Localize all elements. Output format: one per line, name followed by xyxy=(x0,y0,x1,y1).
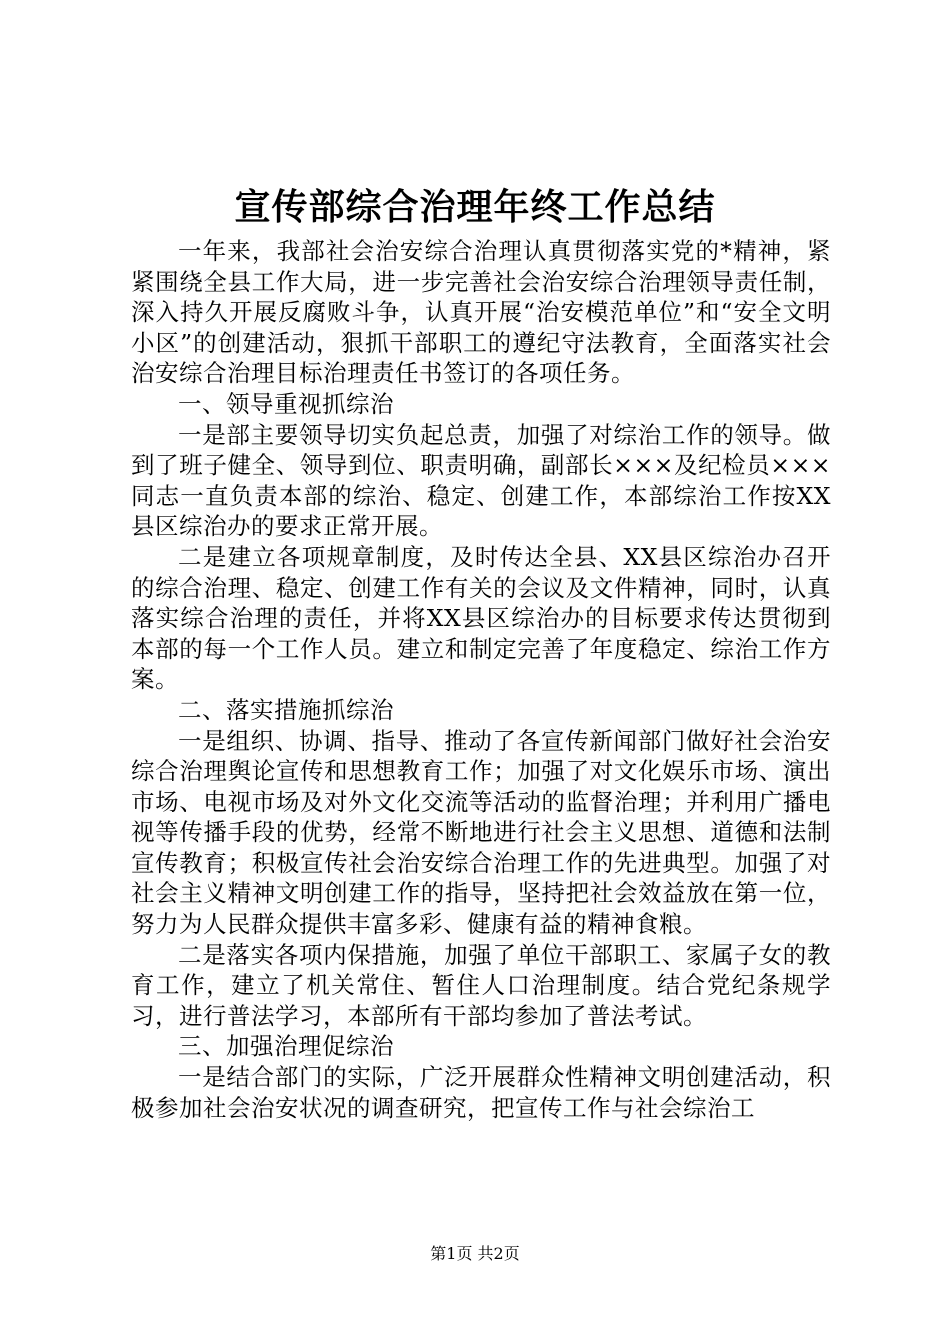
section-2-paragraph-2: 二是落实各项内保措施，加强了单位干部职工、家属子女的教育工作，建立了机关常住、暂住人口治理制度。结合党纪条规学习，进行普法学习，本部所有干部均参加了普法考试。 xyxy=(131,940,831,1030)
section-heading-1: 一、领导重视抓综治 xyxy=(178,389,394,418)
section-heading-2: 二、落实措施抓综治 xyxy=(178,695,394,724)
intro-paragraph: 一年来，我部社会治安综合治理认真贯彻落实党的*精神，紧紧围绕全县工作大局，进一步完善社会治安综合治理领导责任制，深入持久开展反腐败斗争，认真开展“治安模范单位”和“安全文明小区”的创建活动，狠抓干部职工的遵纪守法教育，全面落实社会治安综合治理目标治理责任书签订的各项任务。 xyxy=(131,237,831,388)
document-title: 宣传部综合治理年终工作总结 xyxy=(234,187,716,228)
page-footer: 第1页 共2页 xyxy=(430,1244,520,1263)
section-1-paragraph-1: 一是部主要领导切实负起总责，加强了对综治工作的领导。做到了班子健全、领导到位、职责明确，副部长×××及纪检员×××同志一直负责本部的综治、稳定、创建工作，本部综治工作按XX县区综治办的要求正常开展。 xyxy=(131,420,831,541)
section-1-paragraph-2: 二是建立各项规章制度，及时传达全县、XX县区综治办召开的综合治理、稳定、创建工作有关的会议及文件精神，同时，认真落实综合治理的责任，并将XX县区综治办的目标要求传达贯彻到本部的每一个工作人员。建立和制定完善了年度稳定、综治工作方案。 xyxy=(131,542,831,694)
document-body xyxy=(131,236,831,1123)
section-2-paragraph-1: 一是组织、协调、指导、推动了各宣传新闻部门做好社会治安综合治理舆论宣传和思想教育工作；加强了对文化娱乐市场、演出市场、电视市场及对外文化交流等活动的监督治理；并利用广播电视等传播手段的优势，经常不断地进行社会主义思想、道德和法制宣传教育；积极宣传社会治安综合治理工作的先进典型。加强了对社会主义精神文明创建工作的指导，坚持把社会效益放在第一位，努力为人民群众提供丰富多彩、健康有益的精神食粮。 xyxy=(131,726,831,939)
section-heading-3: 三、加强治理促综治 xyxy=(178,1032,394,1061)
section-3-paragraph-1: 一是结合部门的实际，广泛开展群众性精神文明创建活动，积极参加社会治安状况的调查研究，把宣传工作与社会综治工 xyxy=(131,1063,831,1122)
